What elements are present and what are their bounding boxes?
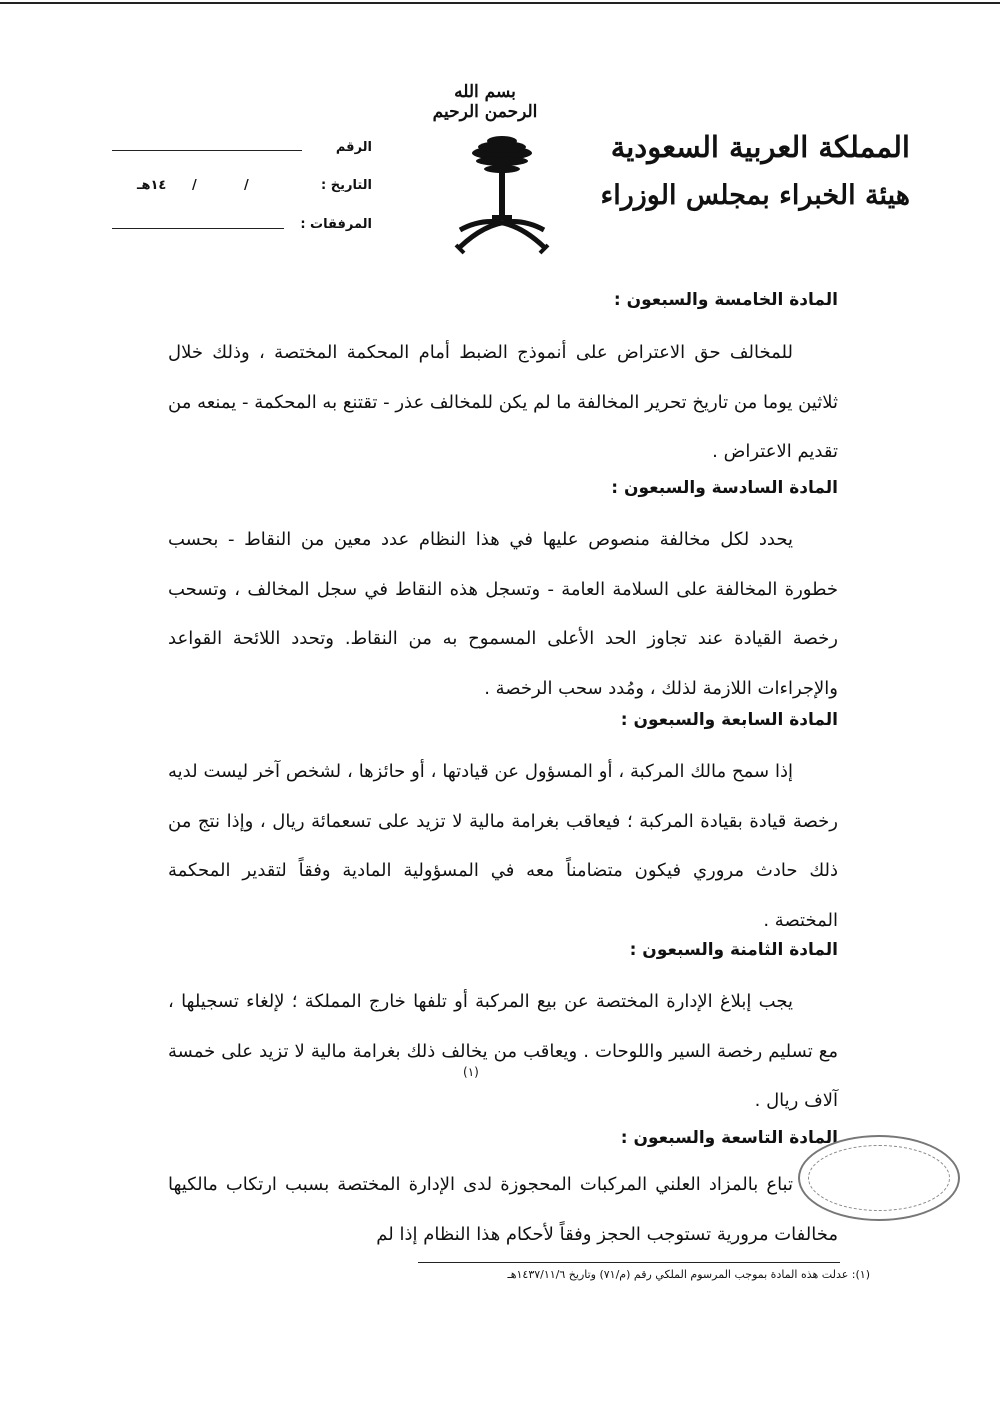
footnote-text: (١): عدلت هذه المادة بموجب المرسوم الملكي رقم (م/٧١) وتاريخ ١٤٣٧/١١/٦هـ (507, 1268, 870, 1281)
top-border-line (0, 2, 1000, 4)
article-75-text: للمخالف حق الاعتراض على أنموذج الضبط أمام المحكمة المختصة ، وذلك خلال ثلاثين يوما من تاريخ تحرير المخالفة ما لم يكن للمخالف عذر - تقتنع به المحكمة - يمنعه من تقديم الاعتراض . (168, 342, 838, 463)
kingdom-title: المملكة العربية السعودية (610, 130, 910, 164)
saudi-emblem-icon (452, 135, 552, 265)
official-stamp-inner-ring (808, 1145, 950, 1211)
article-78-text: يجب إبلاغ الإدارة المختصة عن بيع المركبة أو تلفها خارج المملكة ؛ لإلغاء تسجيلها ، مع تسليم رخصة السير واللوحات . ويعاقب من يخالف ذلك بغرامة مالية لا تزيد على خمسة آلاف ريال . (168, 991, 838, 1112)
article-76-text: يحدد لكل مخالفة منصوص عليها في هذا النظام عدد معين من النقاط - بحسب خطورة المخالفة على السلامة العامة - وتسجل هذه النقاط في سجل المخالف ، وتسحب رخصة القيادة عند تجاوز الحد الأعلى المسموح به من النقاط. وتحدد اللائحة القواعد والإجراءات اللازمة لذلك ، ومُدد سحب الرخصة . (168, 529, 838, 700)
article-77-text: إذا سمح مالك المركبة ، أو المسؤول عن قيادتها ، أو حائزها ، لشخص آخر ليست لديه رخصة قيادة بقيادة المركبة ؛ فيعاقب بغرامة مالية لا تزيد على تسعمائة ريال ، وإذا نتج من ذلك حادث مروري فيكون متضامناً معه في المسؤولية المادية وفقاً لتقدير المحكمة المختصة . (168, 761, 838, 932)
footnote-separator (418, 1262, 840, 1263)
footnote-marker: (١) (463, 1065, 479, 1079)
article-76-heading: المادة السادسة والسبعون : (611, 478, 838, 498)
attachments-line (112, 228, 284, 229)
article-79-heading: المادة التاسعة والسبعون : (620, 1128, 838, 1148)
article-78-heading: المادة الثامنة والسبعون : (629, 940, 838, 960)
date-suffix: ١٤هـ (137, 178, 167, 193)
article-75-heading: المادة الخامسة والسبعون : (613, 290, 838, 310)
article-79-text: تباع بالمزاد العلني المركبات المحجوزة لدى الإدارة المختصة بسبب ارتكاب مالكيها مخالفات مرورية تستوجب الحجز وفقاً لأحكام هذا النظام إذا لم (168, 1174, 838, 1245)
date-label: التاريخ : (321, 178, 372, 193)
date-separator-1: / (192, 178, 197, 193)
attachments-label: المرفقات : (300, 217, 372, 232)
article-77-heading: المادة السابعة والسبعون : (620, 710, 838, 730)
date-separator-2: / (244, 178, 249, 193)
official-stamp (798, 1135, 960, 1221)
reference-number-label: الرقم (335, 140, 372, 155)
bismillah-calligraphy: بسم الله الرحمن الرحيم (432, 82, 538, 122)
reference-number-line (112, 150, 302, 151)
authority-title: هيئة الخبراء بمجلس الوزراء (600, 180, 910, 211)
